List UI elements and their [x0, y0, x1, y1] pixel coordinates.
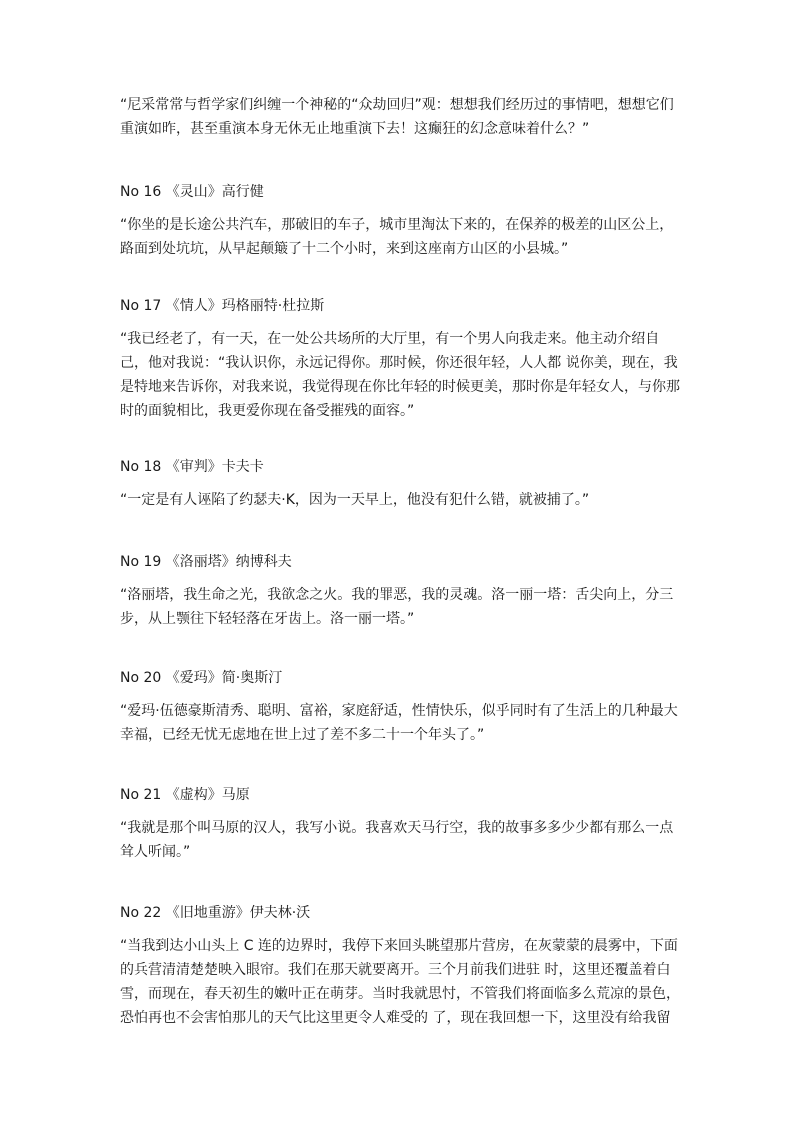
- entry-20: [120, 668, 680, 747]
- entry-heading: No 17 《情人》玛格丽特·杜拉斯: [120, 298, 325, 314]
- entry-quote: “你坐的是长途公共汽车，那破旧的车子，城市里淘汰下来的，在保养的极差的山区公上，路面到处坑坑，从早起颠簸了十二个小时，来到这座南方山区的小县城。”: [120, 217, 674, 257]
- entry-19: [120, 552, 680, 631]
- entry-quote: “爱玛·伍德豪斯清秀、聪明、富裕，家庭舒适，性情快乐，似乎同时有了生活上的几种最大幸福，已经无忧无虑地在世上过了差不多二十一个年头了。”: [120, 703, 678, 743]
- entry-heading: No 19 《洛丽塔》纳博科夫: [120, 554, 292, 570]
- entry-quote: “当我到达小山头上 C 连的边界时，我停下来回头眺望那片营房，在灰蒙蒙的晨雾中，下面的兵营清清楚楚映入眼帘。我们在那天就要离开。三个月前我们进驻 时，这里还覆盖着白雪，而现在，春天初生的嫩叶正在萌芽。当时我就思忖，不管我们将面临多么荒凉的景色，恐怕再也不会害怕那儿的天气比这里更令人难受的 了，现在我回想一下，这里没有给我留: [120, 938, 680, 1026]
- lead-quote: “尼采常常与哲学家们纠缠一个神秘的“众劫回归”观：想想我们经历过的事情吧，想想它们重演如昨，甚至重演本身无休无止地重演下去！这癫狂的幻念意味着什么？”: [120, 97, 674, 137]
- entry-heading: No 21 《虚构》马原: [120, 787, 250, 803]
- entry-16: [120, 182, 680, 261]
- entry-quote: “洛丽塔，我生命之光，我欲念之火。我的罪恶，我的灵魂。洛一丽一塔：舌尖向上，分三步，从上颚往下轻轻落在牙齿上。洛一丽一塔。”: [120, 587, 674, 627]
- entry-heading: No 18 《审判》卡夫卡: [120, 459, 264, 475]
- entry-quote: “我就是那个叫马原的汉人，我写小说。我喜欢天马行空，我的故事多多少少都有那么一点耸人听闻。”: [120, 820, 674, 860]
- entry-18: [120, 457, 680, 512]
- entry-heading: No 22 《旧地重游》伊夫林·沃: [120, 905, 311, 921]
- entry-quote: “我已经老了，有一天，在一处公共场所的大厅里，有一个男人向我走来。他主动介绍自己，他对我说：“我认识你，永远记得你。那时候，你还很年轻，人人都 说你美，现在，我是特地来告诉你，对我来说，我觉得现在你比年轻的时候更美，那时你是年轻女人，与你那时的面貌相比，我更爱你现在备受摧残的面容。”: [120, 331, 680, 419]
- entry-21: [120, 785, 680, 864]
- entry-heading: No 16 《灵山》高行健: [120, 184, 264, 200]
- entry-heading: No 20 《爱玛》简·奥斯汀: [120, 670, 283, 686]
- entry-17: [120, 296, 680, 423]
- entry-22: [120, 903, 680, 1030]
- entry-quote: “一定是有人诬陷了约瑟夫·K，因为一天早上，他没有犯什么错，就被捕了。”: [120, 492, 590, 508]
